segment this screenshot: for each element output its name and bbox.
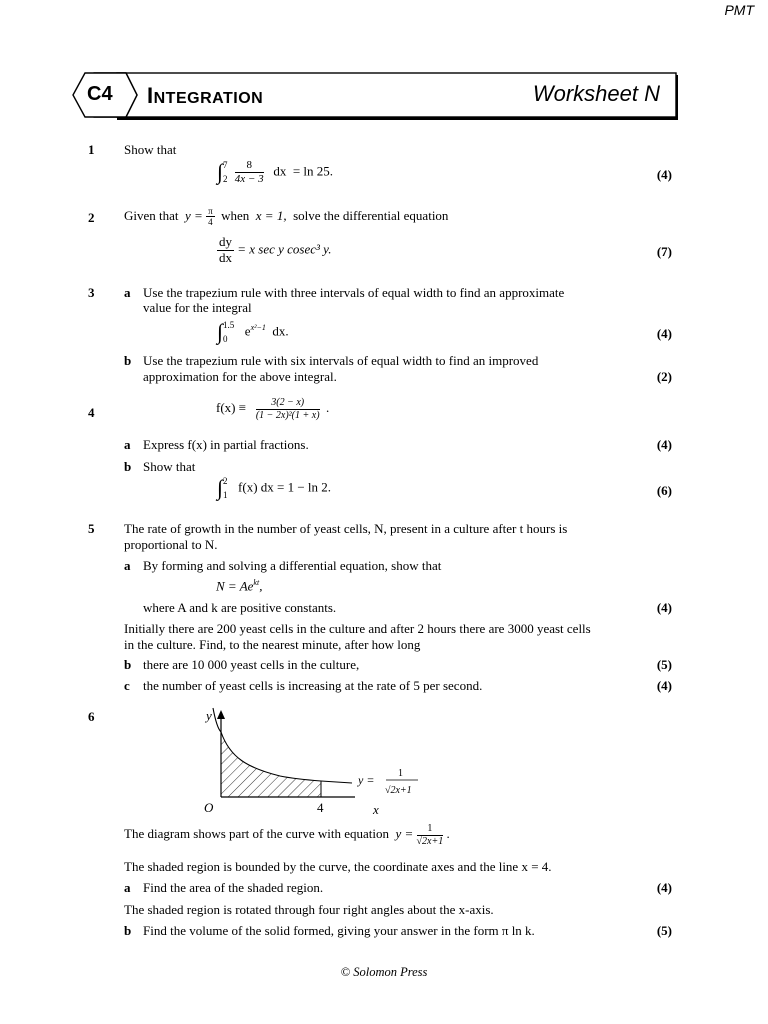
q5a-label: a bbox=[124, 558, 131, 573]
q1-integral: ∫ 7 2 $\frac{8}{4x - 3}$ dx = ln 25. bbox=[217, 159, 334, 185]
integral-sign-icon: ∫ bbox=[217, 159, 224, 185]
q6b-marks: (5) bbox=[656, 923, 672, 938]
q6-graph bbox=[190, 706, 440, 818]
x-tick-label: 4 bbox=[317, 800, 324, 815]
x-axis-label: x bbox=[373, 802, 379, 817]
q4-integral: ∫ 2 1 f(x) dx = 1 − ln 2. bbox=[217, 475, 332, 501]
origin-label: O bbox=[204, 800, 214, 815]
q3b-marks: (2) bbox=[656, 369, 672, 384]
q5-formula: $N = Ae^{kt}$, bbox=[216, 578, 263, 594]
q5-line2: proportional to N. bbox=[124, 537, 218, 552]
q5-line1: The rate of growth in the number of yeast cells, N, present in a culture after t hours is bbox=[124, 521, 568, 536]
y-axis-arrow-icon bbox=[217, 710, 225, 719]
course-code: C4 bbox=[87, 83, 113, 105]
curve-label-denominator: √2x+1 bbox=[385, 785, 412, 796]
q3b-line1: Use the trapezium rule with six intervals of equal width to find an improved bbox=[143, 353, 539, 368]
q2-marks: (7) bbox=[656, 244, 672, 259]
question-4-number: 4 bbox=[88, 405, 95, 420]
q5b-text: there are 10 000 yeast cells in the culture, bbox=[143, 657, 360, 672]
q3b-line2: approximation for the above integral. bbox=[143, 369, 337, 384]
question-1-number: 1 bbox=[88, 142, 95, 157]
worksheet-label: Worksheet N bbox=[532, 81, 660, 106]
q4a-label: a bbox=[124, 437, 131, 452]
q6b-text: Find the volume of the solid formed, giving your answer in the form π ln k. bbox=[143, 923, 535, 938]
worksheet-banner bbox=[70, 70, 678, 120]
q3a-label: a bbox=[124, 285, 131, 300]
q4b-label: b bbox=[124, 459, 132, 474]
q3a-line1: Use the trapezium rule with three intervals of equal width to find an approximate bbox=[143, 285, 565, 300]
q4a-text: Express f(x) in partial fractions. bbox=[143, 437, 309, 452]
q5c-label: c bbox=[124, 678, 130, 693]
q4b-text: Show that bbox=[143, 459, 196, 474]
q6a-marks: (4) bbox=[656, 880, 672, 895]
q6a-label: a bbox=[124, 880, 131, 895]
q6-description: The diagram shows part of the curve with equation y = $\frac{1}{√2x+1}$ . bbox=[124, 823, 450, 847]
q5b-marks: (5) bbox=[656, 657, 672, 672]
q5c-text: the number of yeast cells is increasing at the rate of 5 per second. bbox=[143, 678, 483, 693]
pmt-label: PMT bbox=[724, 2, 754, 18]
q2-equation: $\frac{dy}{dx}$ = x sec y cosec³ y. bbox=[219, 234, 332, 265]
y-axis-label: y bbox=[206, 708, 212, 723]
curve-label-numerator: 1 bbox=[398, 768, 403, 779]
question-6-number: 6 bbox=[88, 709, 95, 724]
q4a-marks: (4) bbox=[656, 437, 672, 452]
q3-integral: ∫ 1.5 0 $e^{x^2-1}$ dx. bbox=[217, 319, 289, 345]
q5-info1: Initially there are 200 yeast cells in the culture and after 2 hours there are 3000 yeast cells bbox=[124, 621, 591, 636]
topic-title: INTEGRATION bbox=[147, 83, 264, 108]
q5-info2: in the culture. Find, to the nearest minute, after how long bbox=[124, 637, 421, 652]
q3a-line2: value for the integral bbox=[143, 300, 252, 315]
q6-region-text: The shaded region is bounded by the curve, the coordinate axes and the line x = 4. bbox=[124, 859, 552, 874]
q5a-text: By forming and solving a differential equation, show that bbox=[143, 558, 442, 573]
curve-label: y = bbox=[358, 773, 375, 787]
shaded-region bbox=[221, 726, 321, 797]
q2-text: Given that y = $\frac{\pi}{4}$ when x = 1, solve the differential equation bbox=[124, 206, 449, 228]
integral-sign-icon: ∫ bbox=[217, 475, 224, 501]
q3a-marks: (4) bbox=[656, 326, 672, 341]
q6a-text: Find the area of the shaded region. bbox=[143, 880, 324, 895]
q3b-label: b bbox=[124, 353, 132, 368]
q5-where: where A and k are positive constants. bbox=[143, 600, 337, 615]
q5a-marks: (4) bbox=[656, 600, 672, 615]
question-3-number: 3 bbox=[88, 285, 95, 300]
q6b-label: b bbox=[124, 923, 132, 938]
footer-copyright: © Solomon Press bbox=[340, 965, 428, 979]
q4b-marks: (6) bbox=[656, 483, 672, 498]
q5c-marks: (4) bbox=[656, 678, 672, 693]
q4-function-definition: f(x) ≡ $\frac{3(2 - x)}{\text{(1 − 2x)²(1 + x)}}$ . bbox=[216, 397, 330, 421]
q1-intro: Show that bbox=[124, 142, 177, 157]
q6-rotate-text: The shaded region is rotated through four right angles about the x-axis. bbox=[124, 902, 494, 917]
integral-sign-icon: ∫ bbox=[217, 319, 224, 345]
question-2-number: 2 bbox=[88, 210, 95, 225]
question-5-number: 5 bbox=[88, 521, 95, 536]
q5b-label: b bbox=[124, 657, 132, 672]
q1-marks: (4) bbox=[656, 167, 672, 182]
